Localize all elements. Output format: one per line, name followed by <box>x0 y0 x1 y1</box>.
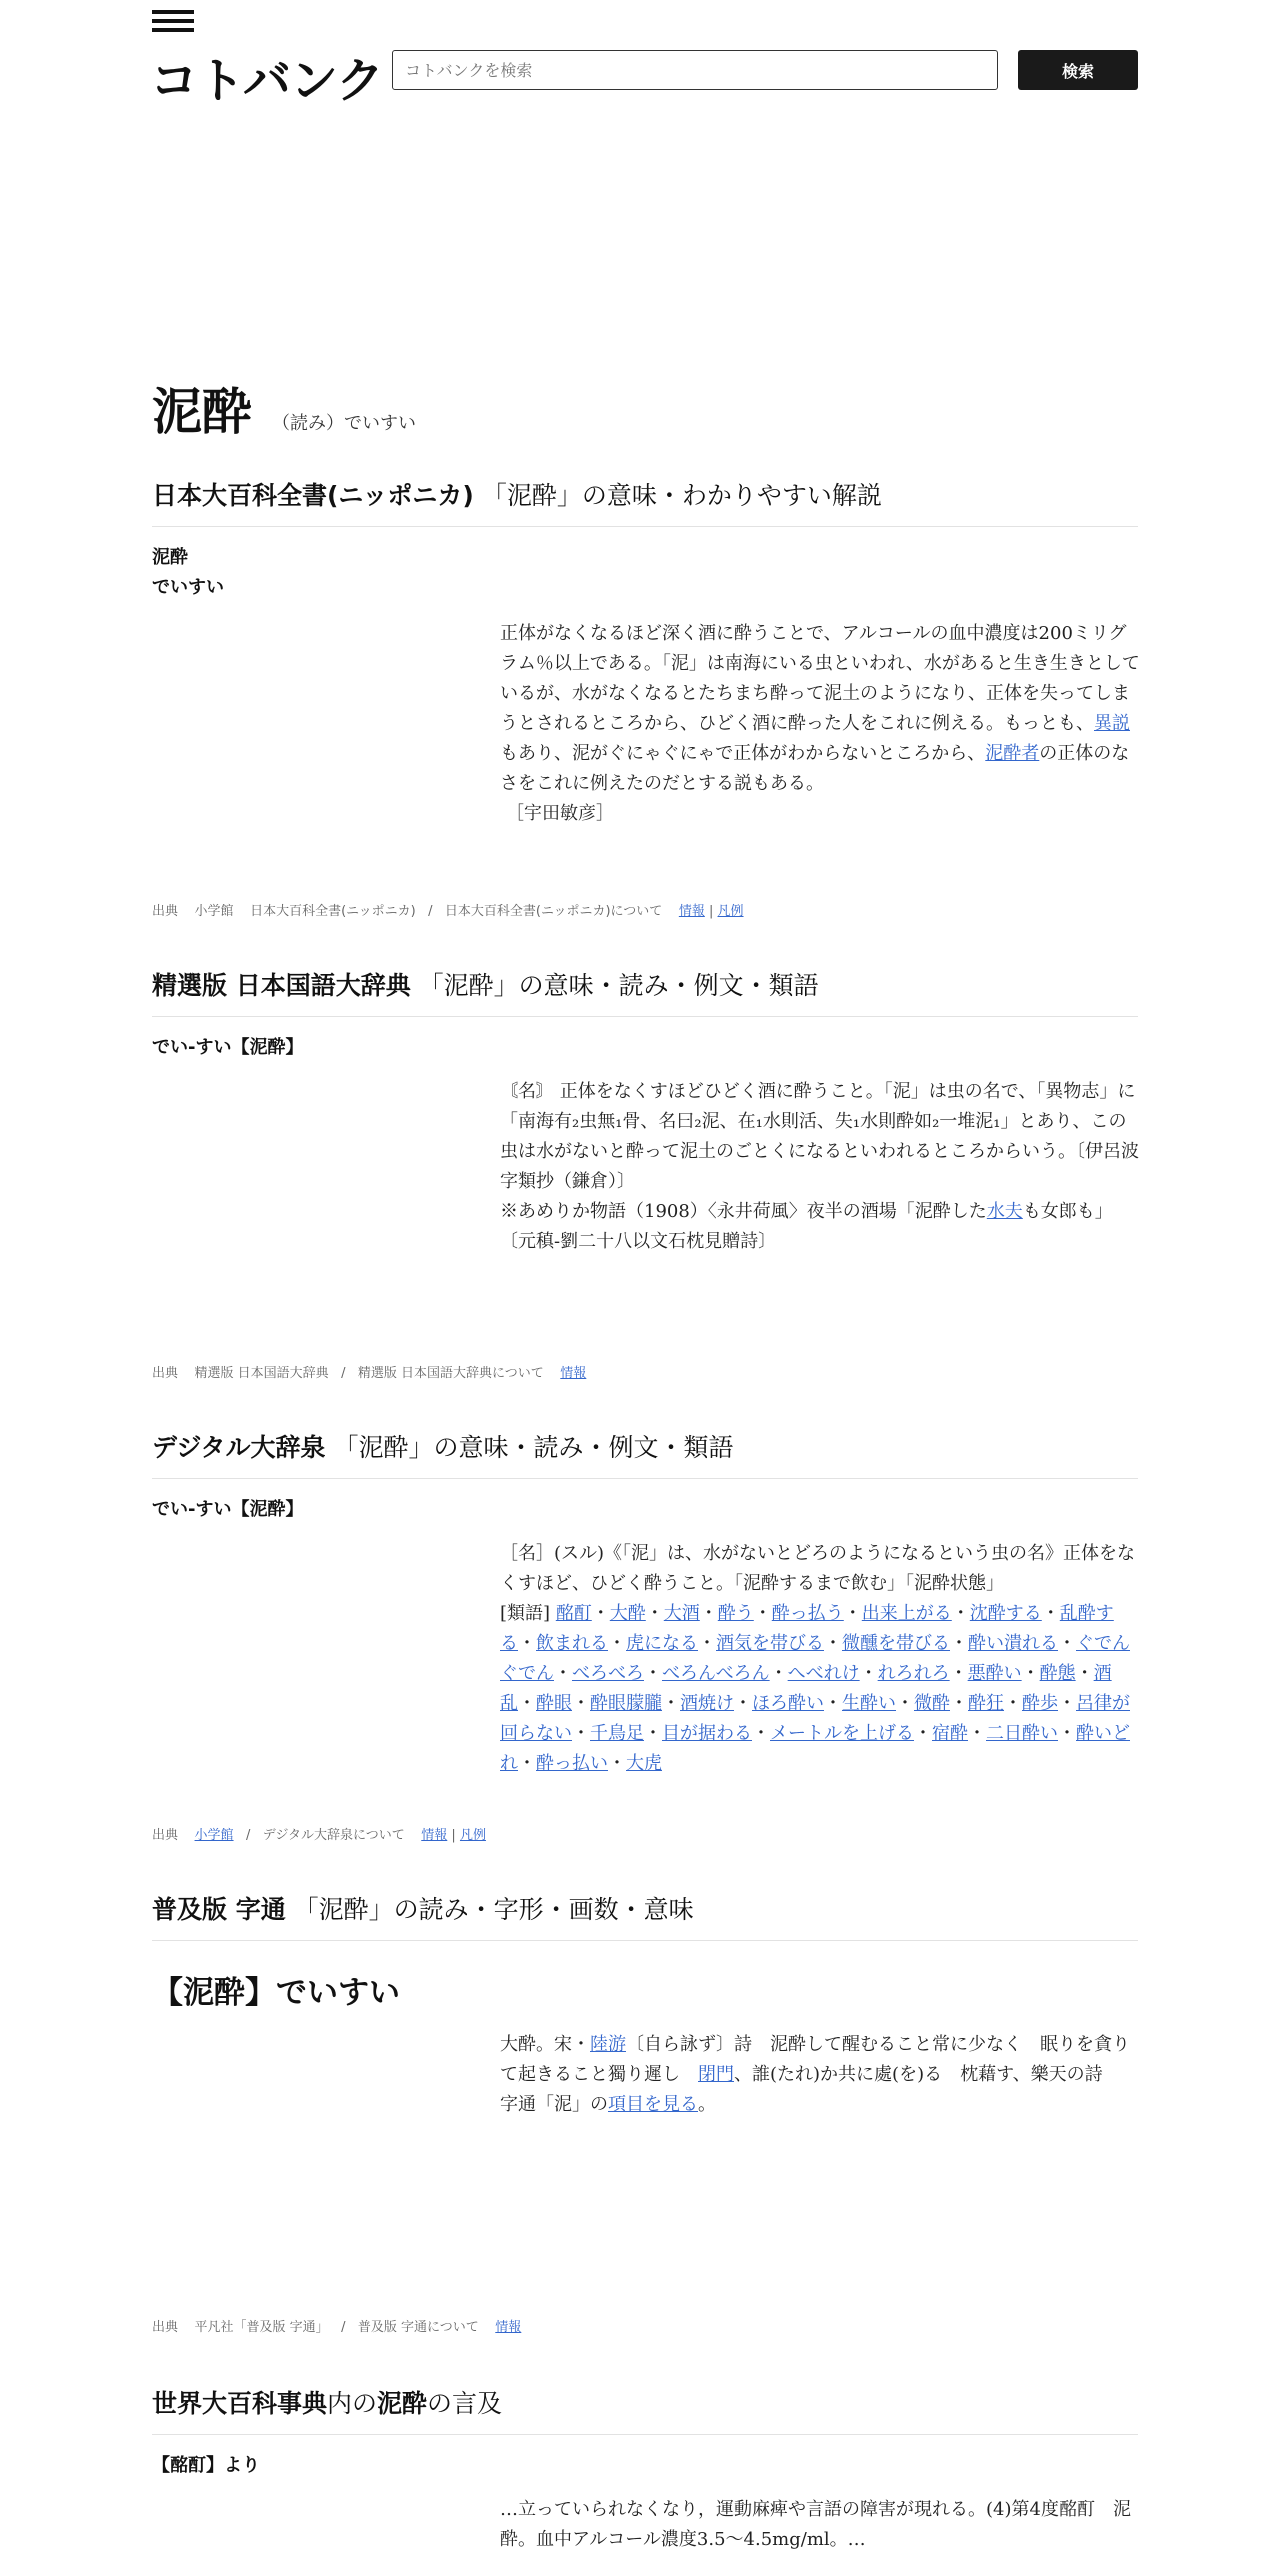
synonym-separator: ・ <box>699 1603 718 1624</box>
synonym-separator: ・ <box>968 1723 986 1744</box>
entry-text: 〔自ら詠ず〕詩 泥酔して醒むること常に少なく 眠りを貪りて起きること獨り遲し <box>500 2034 1130 2085</box>
section-heading <box>152 476 1138 527</box>
synonym-label: [類語] <box>500 1603 551 1624</box>
section-sekai <box>152 2384 1138 2555</box>
synonym-separator: ・ <box>518 1693 536 1714</box>
source-info-link[interactable]: 情報 <box>495 2320 522 2335</box>
synonym-separator: ・ <box>1058 1693 1076 1714</box>
entry-text: 〔元稹‐劉二十八以文石枕見贈詩〕 <box>500 1231 777 1252</box>
entry-text: ※あめりか物語（1908）〈永井荷風〉夜半の酒場「泥酔した <box>500 1201 987 1222</box>
synonym-link[interactable]: 宿酔 <box>932 1723 968 1744</box>
synonym-separator: ・ <box>950 1693 968 1714</box>
synonym-link[interactable]: 酔う <box>717 1603 754 1624</box>
headword: 泥酔 <box>152 547 188 568</box>
synonym-separator: ・ <box>769 1663 788 1684</box>
synonym-separator: ・ <box>572 1723 590 1744</box>
synonym-link[interactable]: 酒気を帯びる <box>716 1633 824 1654</box>
section-heading <box>152 2384 1138 2435</box>
synonym-link[interactable]: 酔っ払う <box>771 1603 844 1624</box>
synonym-link[interactable]: メートルを上げる <box>770 1723 914 1744</box>
synonym-link[interactable]: 大虎 <box>626 1753 662 1774</box>
synonym-link[interactable]: 虎になる <box>626 1633 698 1654</box>
synonym-link[interactable]: 目が据わる <box>662 1723 752 1744</box>
source-publisher-link[interactable]: 小学館 <box>194 1828 234 1843</box>
synonym-separator: ・ <box>824 1693 842 1714</box>
search-input[interactable] <box>392 50 998 90</box>
synonym-separator: ・ <box>752 1723 770 1744</box>
source-legend-link[interactable]: 凡例 <box>717 904 744 919</box>
synonym-link[interactable]: 酔眼朦朧 <box>590 1693 662 1714</box>
source-jitsu <box>152 2316 521 2335</box>
synonym-separator: ・ <box>554 1663 572 1684</box>
link-see-entry[interactable]: 項目を見る <box>608 2094 698 2115</box>
section-subtitle: 「泥酔」の読み・字形・画数・意味 <box>293 1895 694 1924</box>
synonym-link[interactable]: 千鳥足 <box>590 1723 644 1744</box>
link-rikuyu[interactable]: 陸游 <box>590 2034 626 2055</box>
synonym-link[interactable]: 酩酊 <box>555 1603 592 1624</box>
section-nikkoku <box>152 966 1138 1257</box>
source-info-link[interactable]: 情報 <box>421 1828 448 1843</box>
dictionary-name[interactable]: 日本大百科全書(ニッポニカ) <box>152 481 474 510</box>
search-button[interactable]: 検索 <box>1018 50 1138 90</box>
section-subtitle: 「泥酔」の意味・わかりやすい解説 <box>481 481 882 510</box>
logo[interactable]: コトバンク <box>150 53 384 109</box>
source-separator: / <box>245 1828 251 1843</box>
synonym-link[interactable]: 酒焼け <box>680 1693 734 1714</box>
entry-text: の正体のなさをこれに例えたのだとする説もある。 <box>500 743 1130 794</box>
link-deisuisha[interactable]: 泥酔者 <box>985 743 1040 764</box>
synonym-link[interactable]: ぐでんぐでん <box>500 1633 1130 1684</box>
entry-text: もあり、泥がぐにゃぐにゃで正体がわからないところから、 <box>500 743 986 764</box>
synonym-separator: ・ <box>951 1603 970 1624</box>
source-pipe: | <box>708 904 714 919</box>
entry-body <box>500 2030 1140 2120</box>
entry-text: 大酔。宋・ <box>500 2034 590 2055</box>
source-pipe: | <box>451 1828 456 1843</box>
synonym-separator: ・ <box>608 1633 626 1654</box>
synonym-link[interactable]: 乱酔する <box>500 1603 1114 1654</box>
section-subtitle: 「泥酔」の意味・読み・例文・類語 <box>418 971 819 1000</box>
source-daijisen <box>152 1824 486 1843</box>
source-about: 精選版 日本国語大辞典について <box>357 1366 544 1381</box>
synonym-link[interactable]: 大酔 <box>609 1603 646 1624</box>
entry-text: も女郎も」 <box>1022 1201 1113 1222</box>
synonym-link[interactable]: 呂律が回らない <box>500 1693 1130 1744</box>
section-jitsu <box>152 1890 1138 2120</box>
synonym-separator: ・ <box>1058 1633 1076 1654</box>
entry-body <box>500 1077 1140 1257</box>
synonym-separator: ・ <box>644 1663 662 1684</box>
synonym-link[interactable]: 悪酔い <box>967 1663 1022 1684</box>
entry-body <box>500 1539 1140 1779</box>
section-daijisen <box>152 1428 1138 1779</box>
section-nipponica <box>152 476 1138 829</box>
source-separator: / <box>341 1366 346 1381</box>
synonym-separator: ・ <box>896 1693 914 1714</box>
synonym-list <box>500 1599 1140 1779</box>
section-heading <box>152 1890 1138 1941</box>
synonym-separator: ・ <box>1075 1663 1094 1684</box>
source-publisher: 小学館 <box>194 904 234 919</box>
synonym-link[interactable]: ほろ酔い <box>752 1693 824 1714</box>
synonym-link[interactable]: べろんべろん <box>662 1663 770 1684</box>
source-label: 出典 <box>152 1828 179 1843</box>
synonym-separator: ・ <box>591 1603 610 1624</box>
synonym-link[interactable]: 微酔 <box>914 1693 950 1714</box>
heading-text: の言及 <box>427 2389 503 2418</box>
synonym-link[interactable]: 酔歩 <box>1022 1693 1058 1714</box>
synonym-link[interactable]: 沈酔する <box>969 1603 1042 1624</box>
synonym-separator: ・ <box>1041 1603 1060 1624</box>
synonym-separator: ・ <box>949 1663 968 1684</box>
page-title-reading: （読み）でいすい <box>272 413 416 434</box>
synonym-link[interactable]: 酒乱 <box>500 1663 1112 1714</box>
synonym-separator: ・ <box>1058 1723 1076 1744</box>
source-legend-link[interactable]: 凡例 <box>459 1828 486 1843</box>
synonym-link[interactable]: 出来上がる <box>861 1603 952 1624</box>
entry-text: 字通「泥」の <box>500 2094 608 2115</box>
synonym-separator: ・ <box>645 1603 664 1624</box>
synonym-link[interactable]: べろべろ <box>572 1663 644 1684</box>
synonym-link[interactable]: 酔いどれ <box>500 1723 1130 1774</box>
synonym-separator: ・ <box>608 1753 626 1774</box>
heading-text: 内の <box>327 2389 378 2418</box>
section-heading <box>152 966 1138 1017</box>
source-label: 出典 <box>152 904 179 919</box>
source-work: 平凡社「普及版 字通」 <box>194 2320 329 2335</box>
entry-text: 〘名〙 正体をなくすほどひどく酒に酔うこと。「泥」は虫の名で、「異物志」に「南海有₂虫無₁骨、名曰₂泥、在₁水則活、失₁水則酔如₂一堆泥₁」とあり、この虫は水がないと酔って泥土のごとくになるといわれるところからいう。〔伊呂波字類抄（鎌倉）〕 <box>500 1081 1139 1192</box>
synonym-separator: ・ <box>914 1723 932 1744</box>
source-info-link[interactable]: 情報 <box>678 904 705 919</box>
entry-text: 正体がなくなるほど深く酒に酔うことで、アルコールの血中濃度は200ミリグラム％以上である。「泥」は南海にいる虫といわれ、水があると生き生きとしているが、水がなくなるとたちまち酔って泥土のようになり、正体を失ってしまうとされるところから、ひどく酒に酔った人をこれに例える。もっとも、 <box>500 623 1140 734</box>
synonym-separator: ・ <box>859 1663 878 1684</box>
entry-text: ［名］(スル)《「泥」は、水がないとどろのようになるという虫の名》正体をなくすほど、ひどく酔うこと。「泥酔するまで飲む」「泥酔状態」 <box>500 1543 1136 1594</box>
synonym-link[interactable]: 酔狂 <box>968 1693 1004 1714</box>
source-label: 出典 <box>152 2320 179 2335</box>
synonym-separator: ・ <box>734 1693 752 1714</box>
entry-text: 、誰(たれ)か共に處(を)る 枕藉す、樂天の詩 <box>734 2064 1103 2085</box>
source-separator: / <box>341 2320 346 2335</box>
source-about: 日本大百科全書(ニッポニカ)について <box>444 904 663 919</box>
source-label: 出典 <box>152 1366 179 1381</box>
dictionary-name[interactable]: 世界大百科事典 <box>152 2389 328 2418</box>
synonym-separator: ・ <box>843 1603 862 1624</box>
synonym-link[interactable]: 大酒 <box>663 1603 700 1624</box>
synonym-separator: ・ <box>518 1753 536 1774</box>
section-subtitle: 「泥酔」の意味・読み・例文・類語 <box>333 1433 734 1462</box>
synonym-link[interactable]: 酔い潰れる <box>968 1633 1058 1654</box>
synonym-link[interactable]: 二日酔い <box>986 1723 1058 1744</box>
source-about: デジタル大辞泉について <box>262 1828 405 1843</box>
source-nikkoku <box>152 1362 586 1381</box>
synonym-separator: ・ <box>824 1633 842 1654</box>
headword: 【泥酔】でいすい <box>152 1975 400 2011</box>
link-heimon[interactable]: 閉門 <box>698 2064 734 2085</box>
heading-term: 泥酔 <box>377 2389 428 2418</box>
synonym-link[interactable]: 酔っ払い <box>536 1753 608 1774</box>
source-info-link[interactable]: 情報 <box>560 1366 587 1381</box>
dictionary-name[interactable]: 普及版 字通 <box>152 1895 286 1924</box>
headword: でい‐すい【泥酔】 <box>152 1499 304 1520</box>
synonym-link[interactable]: 酔態 <box>1039 1663 1076 1684</box>
source-separator: / <box>428 904 433 919</box>
entry-body <box>500 2495 1140 2555</box>
source-about: 普及版 字通について <box>357 2320 479 2335</box>
dictionary-name[interactable]: 精選版 日本国語大辞典 <box>152 971 411 1000</box>
synonym-link[interactable]: れろれろ <box>877 1663 950 1684</box>
link-suifu[interactable]: 水夫 <box>986 1201 1023 1222</box>
synonym-link[interactable]: 生酔い <box>842 1693 896 1714</box>
synonym-separator: ・ <box>518 1633 536 1654</box>
synonym-separator: ・ <box>698 1633 716 1654</box>
synonym-link[interactable]: へべれけ <box>787 1663 860 1684</box>
entry-body <box>500 619 1140 829</box>
headword: でい‐すい【泥酔】 <box>152 1037 304 1058</box>
synonym-separator: ・ <box>572 1693 590 1714</box>
headword: 【酩酊】より <box>152 2455 260 2476</box>
page-title-block <box>152 372 416 444</box>
entry-text: 。 <box>698 2094 716 2115</box>
hamburger-menu-icon[interactable] <box>152 10 194 32</box>
source-work: 日本大百科全書(ニッポニカ) <box>250 904 416 919</box>
entry-text: …立っていられなくなり，運動麻痺や言語の障害が現れる。(4)第4度酩酊 泥酔。血中アルコール濃度3.5～4.5mg/ml。… <box>500 2499 1131 2550</box>
section-heading <box>152 1428 1138 1479</box>
synonym-separator: ・ <box>753 1603 772 1624</box>
synonym-separator: ・ <box>1021 1663 1040 1684</box>
synonym-link[interactable]: 飲まれる <box>536 1633 608 1654</box>
synonym-separator: ・ <box>662 1693 680 1714</box>
author: ［宇田敏彦］ <box>506 803 614 824</box>
source-nipponica <box>152 900 744 919</box>
synonym-link[interactable]: 微醺を帯びる <box>842 1633 950 1654</box>
synonym-link[interactable]: 酔眼 <box>536 1693 572 1714</box>
headword-reading: でいすい <box>152 577 224 598</box>
synonym-separator: ・ <box>644 1723 662 1744</box>
source-work: 精選版 日本国語大辞典 <box>194 1366 329 1381</box>
page-title: 泥酔 <box>152 382 252 441</box>
synonym-separator: ・ <box>1004 1693 1022 1714</box>
link-isetsu[interactable]: 異説 <box>1094 713 1130 734</box>
synonym-separator: ・ <box>950 1633 968 1654</box>
dictionary-name[interactable]: デジタル大辞泉 <box>152 1433 326 1462</box>
